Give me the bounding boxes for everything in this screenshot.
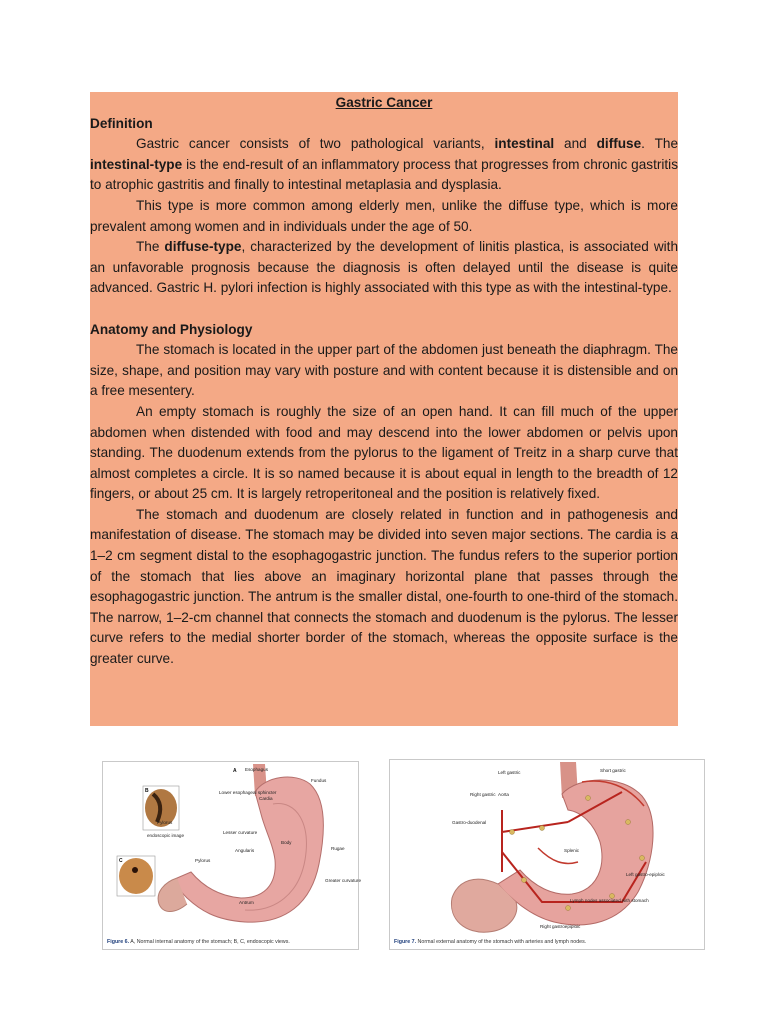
definition-paragraph-1: Gastric cancer consists of two pathological variants, intestinal and diffuse. The intestinal-type is the end-result of an inflammatory process that progresses from chronic gastritis to atrophic gastritis and finally to intestinal metaplasia and dysplasia. [90, 136, 679, 193]
label-lesser: Lesser curvature [223, 830, 258, 835]
definition-paragraph-2: This type is more common among elderly men, unlike the diffuse type, which is more prevalent among women and in individuals under the age of 50. [90, 197, 678, 234]
figure-external-anatomy [389, 759, 705, 950]
label-splenic: Splenic [564, 848, 580, 853]
document-title: Gastric Cancer [335, 95, 433, 110]
term-intestinal-type: intestinal-type [90, 156, 183, 172]
label-cardia: Cardia [259, 796, 273, 801]
label-left-gastroepiploic: Left gastro-epiploic [626, 872, 665, 877]
label-lymph-nodes: Lymph nodes associated with stomach [570, 898, 649, 903]
section-spacer [90, 299, 678, 320]
label-rugae: Rugae [331, 846, 345, 851]
term-diffuse: diffuse [596, 136, 642, 152]
gastric-cancer-text-block [90, 92, 678, 726]
figure-6-caption: Figure 6. A, Normal internal anatomy of the stomach; B, C, endoscopic views. [107, 939, 290, 945]
label-les: Lower esophageal sphincter [219, 790, 277, 795]
label-aorta: Aorta [498, 792, 509, 797]
anatomy-heading: Anatomy and Physiology [90, 321, 253, 337]
label-greater: Greater curvature [325, 878, 361, 883]
anatomy-paragraph-3: The stomach and duodenum are closely related in function and in pathogenesis and manifestation of disease. The stomach may be divided into seven major sections. The cardia is a 1–2 cm segment distal to the esophagogastric junction. The fundus refers to the superior portion of the stomach that lies above an imaginary horizontal plane that passes through the esophagogastric junction. The antrum is the smaller distal, one-fourth to one-third of the stomach. The narrow, 1–2-cm channel that connects the stomach and duodenum is the pylorus. The lesser curve refers to the medial shorter border of the stomach, whereas the opposite surface is the greater curve. [90, 506, 678, 667]
label-short-gastric: Short gastric [600, 768, 626, 773]
definition-paragraph-3: The diffuse-type, characterized by the development of linitis plastica, is associated with an unfavorable prognosis because the diagnosis is often delayed until the disease is quite advanced. Gastric H. pylori infection is highly associated with this type as with the intestinal-type. [90, 239, 679, 296]
label-a: A [233, 768, 237, 774]
label-pylorus: Pylorus [195, 858, 211, 863]
label-b: B [145, 788, 149, 794]
figure-7-caption: Figure 7. Normal external anatomy of the stomach with arteries and lymph nodes. [394, 939, 587, 945]
figure-internal-anatomy [102, 761, 359, 950]
anatomy-paragraph-2: An empty stomach is roughly the size of an open hand. It can fill much of the upper abdomen when distended with food and may descend into the lower abdomen or pelvis upon standing. The duodenum extends from the pylorus to the ligament of Treitz in a sharp curve that almost completes a circle. It is so named because it is about equal in length to the breadth of 12 fingers, or about 25 cm. It is largely retroperitoneal and the position is relatively fixed. [90, 403, 678, 502]
label-body: Body [281, 840, 292, 845]
label-fundus: Fundus [311, 778, 327, 783]
label-gastroduodenal: Gastro-duodenal [452, 820, 487, 825]
stomach-external-illustration [392, 762, 702, 936]
definition-heading: Definition [90, 115, 153, 131]
term-diffuse-type: diffuse-type [164, 239, 242, 255]
endoscopic-view-c [119, 858, 153, 894]
label-left-gastric: Left gastric [498, 770, 521, 775]
label-endoscopic-image: endoscopic image [147, 833, 185, 838]
label-c: C [119, 858, 123, 864]
anatomy-paragraph-1: The stomach is located in the upper part of the abdomen just beneath the diaphragm. The size, shape, and position may vary with posture and with content because it is distensible and on a free mesentery. [90, 342, 678, 399]
label-right-gastric: Right gastric [470, 792, 496, 797]
label-antrum: Antrum [239, 900, 254, 905]
label-angularis: Angularis [235, 848, 255, 853]
term-intestinal: intestinal [494, 136, 555, 152]
stomach-internal-illustration [105, 764, 361, 936]
label-esophagus: Esophagus [245, 767, 268, 772]
label-pylorus-endo: Pylorus [157, 820, 173, 825]
label-right-gastroepiploic: Right gastroepiploic [540, 924, 581, 929]
